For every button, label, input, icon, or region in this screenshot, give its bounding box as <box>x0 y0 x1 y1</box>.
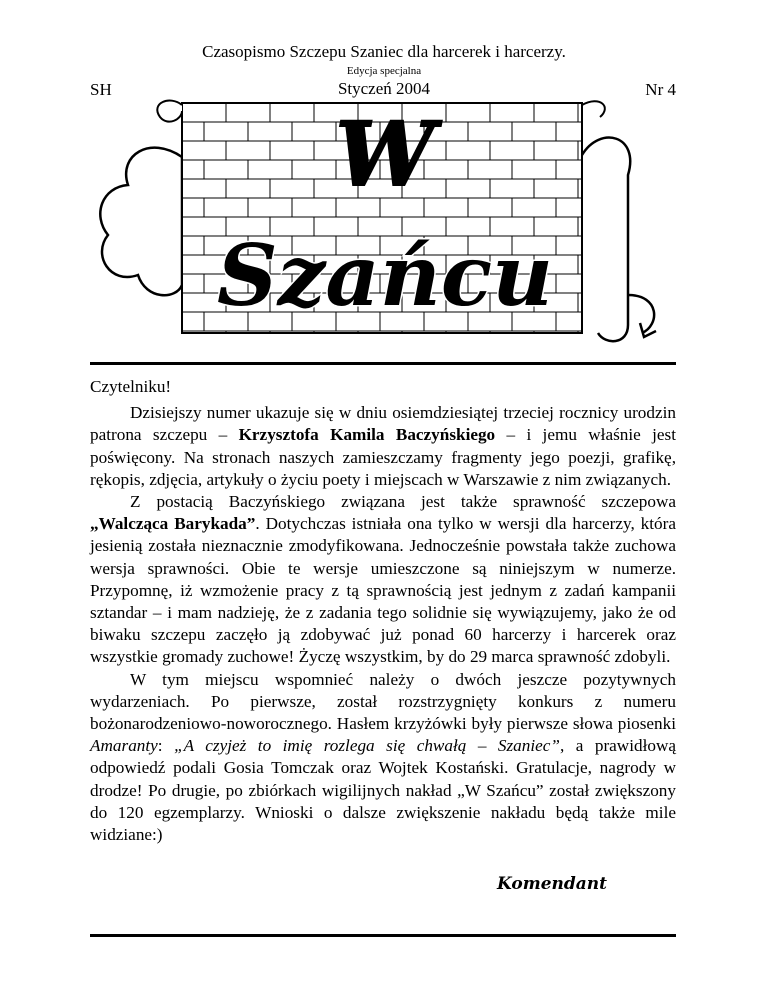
issue-number: Nr 4 <box>645 80 676 99</box>
p2-text-a: Z postacią Baczyńskiego związana jest także sprawność szczepowa <box>130 492 676 512</box>
bottom-divider <box>90 934 676 937</box>
issue-date: Styczeń 2004 <box>337 79 431 98</box>
right-top-curl <box>582 101 605 117</box>
right-scroll-ornament <box>582 138 630 342</box>
paragraph-3 <box>90 669 676 847</box>
patron-name: Krzysztofa Kamila Baczyńskiego <box>238 425 496 445</box>
p1-text-a: Dzisiejszy numer ukazuje się w dniu osiemdziesiątej trzeciej rocznicy urodzin patrona szczepu – <box>90 403 676 445</box>
greeting: Czytelniku! <box>90 377 172 396</box>
masthead-title-w: W <box>335 102 435 206</box>
paragraph-1 <box>90 402 676 491</box>
badge-name: „Walcząca Barykada” <box>90 514 256 534</box>
masthead-title-szancu: Szańcu <box>216 226 554 325</box>
masthead-logo <box>0 95 768 385</box>
edition-label: Edycja specjalna <box>346 65 422 77</box>
signature: Komendant <box>497 874 608 894</box>
top-scroll-curl <box>157 101 182 122</box>
p2-text-b: . Dotychczas istniała ona tylko w wersji dla harcerzy, która jesienią została nieznacznie zmodyfikowana. Jednocześnie powstała także zuchowa wersja sprawności. Obie te wersje umieszczone są niniejszym w numerze. Przypomnę, iż wzmożenie pracy z tą sprawnością jest jednym z zadań kampanii sztandar – i mam nadzieję, że z zadania tego solidnie się wywiązujemy, jako że od biwaku szczepu zaczęło ją zdobywać już ponad 60 harcerzy i harcerek oraz wszystkie gromady zuchowe! Życzę wszystkim, by do 29 marca sprawność zdobyli. <box>90 514 676 667</box>
masthead-divider <box>90 362 676 365</box>
paragraph-2 <box>90 491 676 669</box>
p3-text-a: W tym miejscu wspomnieć należy o dwóch jeszcze pozytywnych wydarzeniach. Po pierwsze, został rozstrzygnięty konkurs z numeru bożonarodzeniowo-noworocznego. Hasłem krzyżówki były pierwsze słowa piosenki <box>90 669 676 734</box>
p3-text-b: , a prawidłową odpowiedź podali Gosia Tomczak oraz Wojtek Kostański. Gratulacje, nagrody w drodze! Po drugie, po zbiórkach wigilijnych nakład „W Szańcu” został zwiększony do 120 egzemplarzy. Wnioski o dalsze zwiększenie nakładu będą także mile widziane:) <box>90 736 676 845</box>
editorial-article <box>90 376 676 846</box>
p3-colon: : <box>157 736 175 756</box>
song-title: Amaranty <box>90 736 158 756</box>
right-scroll-arrow <box>628 295 656 337</box>
crossword-answer: „A czyjeż to imię rozlega się chwałą – Szaniec” <box>174 736 560 756</box>
p1-text-b: – i jemu właśnie jest poświęcony. Na stronach naszych zamieszczamy fragmenty jego poezji, grafikę, rękopis, zdjęcia, artykuły o życiu poety i miejscach w Warszawie z nim związanych. <box>90 425 676 489</box>
left-scroll-ornament <box>100 148 182 296</box>
magazine-subtitle: Czasopismo Szczepu Szaniec dla harcerek i harcerzy. <box>202 42 566 61</box>
publisher-code: SH <box>90 80 112 99</box>
